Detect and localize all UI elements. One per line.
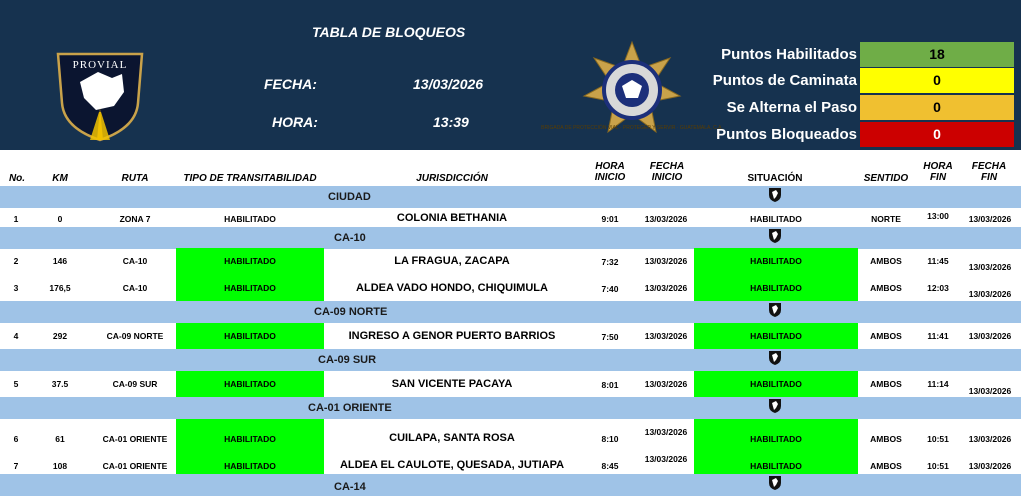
cell-fecha-fin: 13/03/2026 (968, 289, 1012, 299)
section-label: CA-09 SUR (318, 354, 377, 366)
cell-sentido: NORTE (871, 214, 901, 224)
cell-fecha-inicio: 13/03/2026 (644, 427, 688, 437)
cell-hora-fin: 11:45 (927, 256, 949, 266)
cell-tipo: HABILITADO (224, 461, 276, 471)
stat-value-alterna: 0 (860, 95, 1014, 120)
col-header-jurisdiccion: JURISDICCIÓN (416, 172, 488, 184)
cell-tipo: HABILITADO (224, 331, 276, 341)
cell-fecha-inicio: 13/03/2026 (644, 379, 688, 389)
section-ca09-norte (0, 301, 1021, 323)
cell-hora-inicio: 9:01 (601, 214, 619, 224)
cell-hora-inicio: 7:40 (601, 284, 619, 294)
cell-hora-inicio: 7:50 (601, 332, 619, 342)
cell-no: 2 (13, 256, 19, 266)
cell-situacion: HABILITADO (750, 434, 802, 444)
col-header-km: KM (52, 172, 68, 184)
cell-fecha-inicio: 13/03/2026 (644, 256, 688, 266)
cell-km: 108 (52, 461, 68, 471)
cell-jurisdiccion: COLONIA BETHANIA (396, 212, 508, 224)
section-label: CA-09 NORTE (314, 306, 388, 318)
section-ca01-oriente (0, 397, 1021, 419)
col-header-hora-inicio: HORA INICIO (594, 161, 626, 183)
cell-ruta: CA-01 ORIENTE (102, 434, 168, 444)
shield-icon (768, 398, 782, 414)
cell-no: 5 (13, 379, 19, 389)
cell-situacion: HABILITADO (750, 331, 802, 341)
cell-tipo: HABILITADO (224, 283, 276, 293)
shield-icon (768, 187, 782, 203)
stat-label-habilitados: Puntos Habilitados (721, 46, 857, 63)
cell-no: 4 (13, 331, 19, 341)
stat-label-caminata: Puntos de Caminata (712, 72, 857, 89)
cell-situacion: HABILITADO (750, 379, 802, 389)
cell-hora-fin: 13:00 (927, 211, 949, 221)
cell-no: 7 (13, 461, 19, 471)
cell-ruta: CA-01 ORIENTE (102, 461, 168, 471)
cell-km: 176,5 (49, 283, 71, 293)
col-header-hora-fin: HORA FIN (923, 161, 953, 183)
section-ca09-sur (0, 349, 1021, 371)
cell-situacion: HABILITADO (750, 214, 802, 224)
cell-ruta: CA-10 (122, 283, 148, 293)
cell-fecha-fin: 13/03/2026 (968, 461, 1012, 471)
section-ciudad (0, 186, 1021, 208)
cell-hora-fin: 12:03 (927, 283, 949, 293)
cell-km: 37.5 (51, 379, 69, 389)
cell-no: 3 (13, 283, 19, 293)
cell-fecha-inicio: 13/03/2026 (644, 454, 688, 464)
hora-value: 13:39 (433, 114, 469, 130)
stat-value-caminata: 0 (860, 68, 1014, 93)
hora-label: HORA: (272, 114, 318, 130)
cell-fecha-fin: 13/03/2026 (968, 434, 1012, 444)
cell-fecha-inicio: 13/03/2026 (644, 214, 688, 224)
cell-fecha-inicio: 13/03/2026 (644, 283, 688, 293)
cell-hora-fin: 11:41 (927, 331, 949, 341)
section-label: CA-14 (334, 481, 366, 493)
cell-tipo: HABILITADO (224, 256, 276, 266)
cell-hora-inicio: 8:45 (601, 461, 619, 471)
cell-ruta: CA-10 (122, 256, 148, 266)
brigada-badge-icon (541, 40, 723, 140)
cell-situacion: HABILITADO (750, 461, 802, 471)
page-title: TABLA DE BLOQUEOS (312, 24, 466, 40)
cell-situacion: HABILITADO (750, 283, 802, 293)
section-label: CA-10 (334, 232, 366, 244)
col-header-ruta: RUTA (121, 172, 149, 184)
cell-km: 0 (57, 214, 63, 224)
stat-value-habilitados: 18 (860, 42, 1014, 67)
provial-logo-icon (50, 48, 150, 143)
shield-icon (768, 475, 782, 491)
cell-fecha-inicio: 13/03/2026 (644, 331, 688, 341)
cell-jurisdiccion: LA FRAGUA, ZACAPA (394, 255, 510, 267)
cell-hora-fin: 11:14 (927, 379, 949, 389)
cell-km: 292 (52, 331, 68, 341)
cell-sentido: AMBOS (870, 256, 902, 266)
fecha-value: 13/03/2026 (413, 76, 484, 92)
cell-sentido: AMBOS (870, 461, 902, 471)
stat-label-alterna: Se Alterna el Paso (726, 99, 857, 116)
col-header-fecha-fin: FECHA FIN (971, 161, 1007, 183)
cell-hora-fin: 10:51 (927, 434, 949, 444)
cell-situacion: HABILITADO (750, 256, 802, 266)
section-ca10 (0, 227, 1021, 249)
cell-fecha-fin: 13/03/2026 (968, 214, 1012, 224)
col-header-situacion: SITUACIÓN (747, 172, 803, 184)
shield-icon (768, 350, 782, 366)
col-header-tipo: TIPO DE TRANSITABILIDAD (183, 172, 317, 184)
stat-label-bloqueados: Puntos Bloqueados (716, 126, 857, 143)
cell-jurisdiccion: SAN VICENTE PACAYA (391, 378, 513, 390)
cell-tipo: HABILITADO (224, 434, 276, 444)
cell-hora-inicio: 8:01 (601, 380, 619, 390)
cell-ruta: CA-09 NORTE (106, 331, 164, 341)
cell-tipo: HABILITADO (224, 379, 276, 389)
cell-jurisdiccion: ALDEA EL CAULOTE, QUESADA, JUTIAPA (339, 459, 565, 471)
col-header-fecha-inicio: FECHA INICIO (649, 161, 685, 183)
cell-tipo: HABILITADO (224, 214, 276, 224)
cell-sentido: AMBOS (870, 379, 902, 389)
cell-hora-inicio: 7:32 (601, 257, 619, 267)
cell-hora-fin: 10:51 (927, 461, 949, 471)
cell-jurisdiccion: ALDEA VADO HONDO, CHIQUIMULA (356, 282, 548, 294)
cell-hora-inicio: 8:10 (601, 434, 619, 444)
section-label: CA-01 ORIENTE (308, 402, 392, 414)
cell-sentido: AMBOS (870, 283, 902, 293)
cell-jurisdiccion: INGRESO A GENOR PUERTO BARRIOS (348, 330, 556, 342)
cell-ruta: ZONA 7 (119, 214, 151, 224)
cell-jurisdiccion: CUILAPA, SANTA ROSA (389, 432, 515, 444)
cell-sentido: AMBOS (870, 434, 902, 444)
cell-sentido: AMBOS (870, 331, 902, 341)
col-header-sentido: SENTIDO (863, 172, 909, 184)
col-header-no: No. (8, 172, 26, 184)
cell-fecha-fin: 13/03/2026 (968, 386, 1012, 396)
cell-no: 1 (13, 214, 19, 224)
report-header (0, 0, 1021, 150)
badge-text: BRIGADA DE PROTECCIÓN VIAL · PROTEGER Y SERVIR · GUATEMALA, C.A. (541, 125, 723, 131)
cell-km: 61 (55, 434, 65, 444)
cell-fecha-fin: 13/03/2026 (968, 331, 1012, 341)
shield-icon (768, 302, 782, 318)
cell-no: 6 (13, 434, 19, 444)
cell-ruta: CA-09 SUR (112, 379, 158, 389)
cell-km: 146 (52, 256, 68, 266)
shield-icon (768, 228, 782, 244)
provial-logo-text: PROVIAL (72, 59, 128, 71)
cell-fecha-fin: 13/03/2026 (968, 262, 1012, 272)
section-ca14 (0, 474, 1021, 496)
stat-value-bloqueados: 0 (860, 122, 1014, 147)
fecha-label: FECHA: (264, 76, 317, 92)
section-label: CIUDAD (328, 191, 371, 203)
